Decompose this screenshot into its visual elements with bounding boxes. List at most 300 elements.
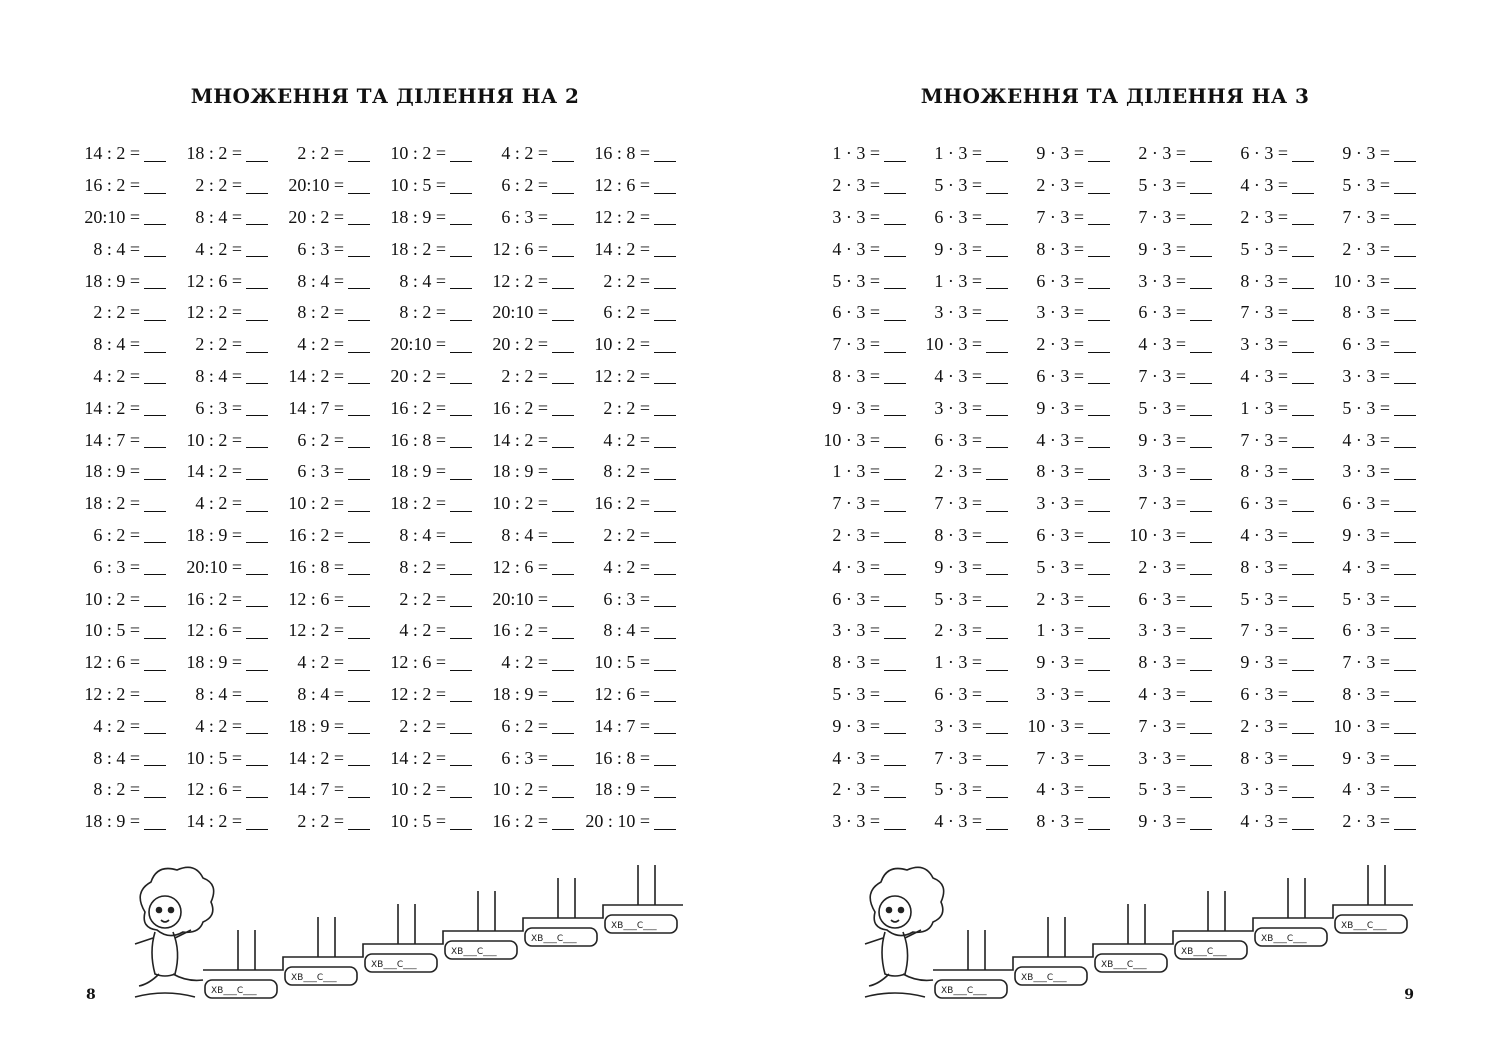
answer-blank[interactable] [246, 368, 268, 384]
answer-blank[interactable] [552, 718, 574, 734]
answer-blank[interactable] [1190, 591, 1212, 607]
answer-blank[interactable] [552, 305, 574, 321]
exercise-expression: 6 · 3 = [1240, 143, 1288, 164]
answer-blank[interactable] [884, 273, 906, 289]
exercise [1322, 334, 1424, 355]
answer-blank[interactable] [1292, 146, 1314, 162]
answer-blank[interactable] [654, 527, 676, 543]
answer-blank[interactable] [986, 337, 1008, 353]
exercise [914, 430, 1016, 451]
answer-blank[interactable] [348, 305, 370, 321]
answer-blank[interactable] [450, 623, 472, 639]
answer-blank[interactable] [552, 368, 574, 384]
answer-blank[interactable] [654, 655, 676, 671]
answer-blank[interactable] [1088, 655, 1110, 671]
answer-blank[interactable] [144, 591, 166, 607]
answer-blank[interactable] [348, 718, 370, 734]
answer-blank[interactable] [552, 496, 574, 512]
answer-blank[interactable] [552, 750, 574, 766]
answer-blank[interactable] [654, 814, 676, 830]
answer-blank[interactable] [348, 241, 370, 257]
answer-blank[interactable] [348, 368, 370, 384]
exercise [480, 779, 582, 800]
answer-blank[interactable] [986, 146, 1008, 162]
answer-blank[interactable] [552, 432, 574, 448]
answer-blank[interactable] [348, 496, 370, 512]
answer-blank[interactable] [654, 305, 676, 321]
answer-blank[interactable] [246, 337, 268, 353]
answer-blank[interactable] [654, 400, 676, 416]
answer-blank[interactable] [246, 496, 268, 512]
exercise-expression: 6 : 3 = [603, 588, 650, 609]
answer-blank[interactable] [246, 686, 268, 702]
answer-blank[interactable] [986, 400, 1008, 416]
answer-blank[interactable] [1292, 686, 1314, 702]
answer-blank[interactable] [986, 814, 1008, 830]
answer-blank[interactable] [884, 655, 906, 671]
answer-blank[interactable] [1190, 718, 1212, 734]
answer-blank[interactable] [1088, 432, 1110, 448]
answer-blank[interactable] [1088, 178, 1110, 194]
answer-blank[interactable] [1190, 337, 1212, 353]
answer-blank[interactable] [348, 814, 370, 830]
answer-blank[interactable] [246, 718, 268, 734]
exercise-expression: 2 · 3 = [1036, 588, 1084, 609]
answer-blank[interactable] [552, 655, 574, 671]
answer-blank[interactable] [654, 718, 676, 734]
answer-blank[interactable] [1088, 527, 1110, 543]
answer-blank[interactable] [986, 718, 1008, 734]
answer-blank[interactable] [1088, 464, 1110, 480]
answer-blank[interactable] [144, 782, 166, 798]
answer-blank[interactable] [1190, 750, 1212, 766]
answer-blank[interactable] [450, 273, 472, 289]
answer-blank[interactable] [1190, 273, 1212, 289]
answer-blank[interactable] [986, 559, 1008, 575]
answer-blank[interactable] [1190, 496, 1212, 512]
answer-blank[interactable] [246, 273, 268, 289]
answer-blank[interactable] [1292, 496, 1314, 512]
answer-blank[interactable] [348, 400, 370, 416]
answer-blank[interactable] [1088, 591, 1110, 607]
answer-blank[interactable] [1088, 623, 1110, 639]
answer-blank[interactable] [1394, 273, 1416, 289]
answer-blank[interactable] [1292, 305, 1314, 321]
answer-blank[interactable] [1292, 527, 1314, 543]
answer-blank[interactable] [450, 591, 472, 607]
answer-blank[interactable] [1292, 750, 1314, 766]
answer-blank[interactable] [654, 782, 676, 798]
exercise-expression: 18 : 2 = [84, 493, 140, 514]
exercise-expression: 1 · 3 = [934, 143, 982, 164]
answer-blank[interactable] [654, 178, 676, 194]
answer-blank[interactable] [884, 464, 906, 480]
answer-blank[interactable] [1088, 496, 1110, 512]
answer-blank[interactable] [654, 559, 676, 575]
answer-blank[interactable] [552, 146, 574, 162]
answer-blank[interactable] [1190, 178, 1212, 194]
exercise [378, 493, 480, 514]
answer-blank[interactable] [1394, 241, 1416, 257]
answer-blank[interactable] [884, 591, 906, 607]
answer-blank[interactable] [246, 782, 268, 798]
exercise-expression: 7 · 3 = [1138, 365, 1186, 386]
answer-blank[interactable] [348, 686, 370, 702]
answer-blank[interactable] [654, 591, 676, 607]
answer-blank[interactable] [144, 718, 166, 734]
answer-blank[interactable] [144, 209, 166, 225]
answer-blank[interactable] [1394, 686, 1416, 702]
answer-blank[interactable] [1088, 559, 1110, 575]
answer-blank[interactable] [144, 305, 166, 321]
answer-blank[interactable] [1394, 178, 1416, 194]
answer-blank[interactable] [1190, 368, 1212, 384]
answer-blank[interactable] [654, 241, 676, 257]
answer-blank[interactable] [1292, 400, 1314, 416]
answer-blank[interactable] [986, 305, 1008, 321]
answer-blank[interactable] [552, 273, 574, 289]
answer-blank[interactable] [1292, 591, 1314, 607]
answer-blank[interactable] [348, 209, 370, 225]
answer-blank[interactable] [144, 400, 166, 416]
answer-blank[interactable] [450, 305, 472, 321]
answer-blank[interactable] [654, 432, 676, 448]
answer-blank[interactable] [348, 655, 370, 671]
answer-blank[interactable] [246, 241, 268, 257]
exercise-expression: 3 · 3 = [1138, 620, 1186, 641]
answer-blank[interactable] [246, 750, 268, 766]
answer-blank[interactable] [1088, 305, 1110, 321]
answer-blank[interactable] [246, 527, 268, 543]
answer-blank[interactable] [246, 178, 268, 194]
answer-blank[interactable] [1190, 814, 1212, 830]
exercise [914, 143, 1016, 164]
answer-blank[interactable] [986, 368, 1008, 384]
answer-blank[interactable] [552, 591, 574, 607]
answer-blank[interactable] [884, 718, 906, 734]
answer-blank[interactable] [884, 432, 906, 448]
answer-blank[interactable] [144, 623, 166, 639]
exercise-expression: 1 · 3 = [934, 270, 982, 291]
answer-blank[interactable] [144, 337, 166, 353]
answer-blank[interactable] [246, 305, 268, 321]
answer-blank[interactable] [884, 527, 906, 543]
answer-blank[interactable] [348, 464, 370, 480]
exercise [1322, 302, 1424, 323]
answer-blank[interactable] [246, 432, 268, 448]
answer-blank[interactable] [986, 241, 1008, 257]
answer-blank[interactable] [552, 241, 574, 257]
answer-blank[interactable] [1394, 591, 1416, 607]
answer-blank[interactable] [552, 623, 574, 639]
answer-blank[interactable] [1292, 559, 1314, 575]
answer-blank[interactable] [654, 146, 676, 162]
exercise-expression: 4 : 2 = [195, 715, 242, 736]
answer-blank[interactable] [144, 559, 166, 575]
answer-blank[interactable] [348, 273, 370, 289]
answer-blank[interactable] [348, 146, 370, 162]
answer-blank[interactable] [246, 209, 268, 225]
answer-blank[interactable] [986, 655, 1008, 671]
answer-blank[interactable] [1292, 178, 1314, 194]
answer-blank[interactable] [986, 750, 1008, 766]
answer-blank[interactable] [552, 527, 574, 543]
exercise-expression: 2 : 2 = [603, 270, 650, 291]
answer-blank[interactable] [552, 686, 574, 702]
answer-blank[interactable] [986, 591, 1008, 607]
answer-blank[interactable] [450, 464, 472, 480]
answer-blank[interactable] [144, 686, 166, 702]
answer-blank[interactable] [450, 496, 472, 512]
answer-blank[interactable] [246, 655, 268, 671]
answer-blank[interactable] [1394, 750, 1416, 766]
answer-blank[interactable] [1190, 241, 1212, 257]
answer-blank[interactable] [450, 559, 472, 575]
answer-blank[interactable] [450, 337, 472, 353]
answer-blank[interactable] [246, 400, 268, 416]
exercise-expression: 4 · 3 = [1138, 334, 1186, 355]
answer-blank[interactable] [1394, 209, 1416, 225]
answer-blank[interactable] [552, 464, 574, 480]
answer-blank[interactable] [1088, 686, 1110, 702]
answer-blank[interactable] [654, 464, 676, 480]
answer-blank[interactable] [1088, 782, 1110, 798]
answer-blank[interactable] [1292, 209, 1314, 225]
answer-blank[interactable] [450, 178, 472, 194]
answer-blank[interactable] [450, 686, 472, 702]
answer-blank[interactable] [884, 559, 906, 575]
answer-blank[interactable] [884, 368, 906, 384]
answer-blank[interactable] [450, 718, 472, 734]
answer-blank[interactable] [1394, 146, 1416, 162]
answer-blank[interactable] [654, 368, 676, 384]
answer-blank[interactable] [348, 623, 370, 639]
exercise-expression: 18 : 2 = [390, 493, 446, 514]
staircase [933, 865, 1413, 998]
answer-blank[interactable] [1394, 432, 1416, 448]
answer-blank[interactable] [654, 623, 676, 639]
exercise-expression: 9 · 3 = [1036, 397, 1084, 418]
answer-blank[interactable] [1088, 718, 1110, 734]
answer-blank[interactable] [1088, 814, 1110, 830]
answer-blank[interactable] [450, 655, 472, 671]
answer-blank[interactable] [1190, 146, 1212, 162]
answer-blank[interactable] [1394, 623, 1416, 639]
answer-blank[interactable] [246, 814, 268, 830]
answer-blank[interactable] [246, 623, 268, 639]
answer-blank[interactable] [884, 814, 906, 830]
answer-blank[interactable] [1292, 718, 1314, 734]
answer-blank[interactable] [884, 623, 906, 639]
answer-blank[interactable] [144, 146, 166, 162]
answer-blank[interactable] [1394, 559, 1416, 575]
answer-blank[interactable] [450, 146, 472, 162]
answer-blank[interactable] [144, 655, 166, 671]
answer-blank[interactable] [1292, 241, 1314, 257]
answer-blank[interactable] [986, 686, 1008, 702]
exercise-expression: 8 : 4 = [297, 683, 344, 704]
answer-blank[interactable] [1394, 464, 1416, 480]
answer-blank[interactable] [884, 178, 906, 194]
answer-blank[interactable] [246, 146, 268, 162]
answer-blank[interactable] [246, 464, 268, 480]
exercise [378, 239, 480, 260]
answer-blank[interactable] [1190, 400, 1212, 416]
answer-blank[interactable] [348, 527, 370, 543]
answer-blank[interactable] [654, 496, 676, 512]
answer-blank[interactable] [552, 209, 574, 225]
answer-blank[interactable] [144, 432, 166, 448]
answer-blank[interactable] [884, 782, 906, 798]
answer-blank[interactable] [1190, 686, 1212, 702]
answer-blank[interactable] [1088, 241, 1110, 257]
time-box-label: ХВ___С___ [291, 973, 337, 983]
answer-blank[interactable] [1088, 750, 1110, 766]
answer-blank[interactable] [552, 337, 574, 353]
answer-blank[interactable] [1292, 655, 1314, 671]
answer-blank[interactable] [1394, 337, 1416, 353]
answer-blank[interactable] [1088, 368, 1110, 384]
answer-blank[interactable] [654, 273, 676, 289]
answer-blank[interactable] [1190, 655, 1212, 671]
exercise-expression: 8 · 3 = [1138, 652, 1186, 673]
exercise-expression: 4 · 3 = [934, 811, 982, 832]
answer-blank[interactable] [1292, 337, 1314, 353]
answer-blank[interactable] [450, 814, 472, 830]
answer-blank[interactable] [144, 750, 166, 766]
answer-blank[interactable] [348, 782, 370, 798]
answer-blank[interactable] [986, 623, 1008, 639]
answer-blank[interactable] [1292, 814, 1314, 830]
answer-blank[interactable] [986, 178, 1008, 194]
answer-blank[interactable] [450, 368, 472, 384]
exercise [914, 748, 1016, 769]
answer-blank[interactable] [1292, 464, 1314, 480]
answer-blank[interactable] [144, 273, 166, 289]
answer-blank[interactable] [884, 496, 906, 512]
answer-blank[interactable] [986, 432, 1008, 448]
answer-blank[interactable] [1394, 305, 1416, 321]
answer-blank[interactable] [450, 527, 472, 543]
exercise-expression: 20 : 2 = [288, 206, 344, 227]
answer-blank[interactable] [144, 368, 166, 384]
answer-blank[interactable] [450, 750, 472, 766]
answer-blank[interactable] [884, 305, 906, 321]
answer-blank[interactable] [1190, 209, 1212, 225]
answer-blank[interactable] [246, 559, 268, 575]
answer-blank[interactable] [1292, 623, 1314, 639]
answer-blank[interactable] [450, 400, 472, 416]
answer-blank[interactable] [1088, 209, 1110, 225]
answer-blank[interactable] [1190, 623, 1212, 639]
answer-blank[interactable] [1088, 273, 1110, 289]
answer-blank[interactable] [884, 209, 906, 225]
answer-blank[interactable] [348, 591, 370, 607]
answer-blank[interactable] [1394, 496, 1416, 512]
answer-blank[interactable] [1292, 432, 1314, 448]
answer-blank[interactable] [1088, 146, 1110, 162]
answer-blank[interactable] [144, 527, 166, 543]
answer-blank[interactable] [1190, 782, 1212, 798]
answer-blank[interactable] [144, 814, 166, 830]
answer-blank[interactable] [450, 209, 472, 225]
answer-blank[interactable] [1394, 814, 1416, 830]
answer-blank[interactable] [450, 241, 472, 257]
answer-blank[interactable] [1394, 718, 1416, 734]
answer-blank[interactable] [986, 464, 1008, 480]
answer-blank[interactable] [1190, 559, 1212, 575]
answer-blank[interactable] [348, 432, 370, 448]
answer-blank[interactable] [348, 178, 370, 194]
answer-blank[interactable] [654, 209, 676, 225]
exercise-expression: 16 : 2 = [594, 493, 650, 514]
answer-blank[interactable] [986, 209, 1008, 225]
answer-blank[interactable] [144, 496, 166, 512]
exercise-expression: 2 · 3 = [1342, 238, 1390, 259]
exercise [72, 684, 174, 705]
answer-blank[interactable] [552, 178, 574, 194]
answer-blank[interactable] [1394, 400, 1416, 416]
answer-blank[interactable] [1394, 782, 1416, 798]
answer-blank[interactable] [552, 559, 574, 575]
exercise [174, 398, 276, 419]
answer-blank[interactable] [552, 400, 574, 416]
answer-blank[interactable] [1088, 400, 1110, 416]
answer-blank[interactable] [1394, 368, 1416, 384]
exercise [1016, 366, 1118, 387]
answer-blank[interactable] [884, 686, 906, 702]
answer-blank[interactable] [144, 464, 166, 480]
answer-blank[interactable] [986, 782, 1008, 798]
answer-blank[interactable] [1190, 432, 1212, 448]
answer-blank[interactable] [348, 559, 370, 575]
exercise [1322, 271, 1424, 292]
answer-blank[interactable] [1394, 655, 1416, 671]
answer-blank[interactable] [552, 814, 574, 830]
answer-blank[interactable] [654, 686, 676, 702]
exercise-expression: 4 : 2 = [195, 238, 242, 259]
answer-blank[interactable] [1190, 527, 1212, 543]
answer-blank[interactable] [884, 241, 906, 257]
answer-blank[interactable] [450, 432, 472, 448]
answer-blank[interactable] [884, 750, 906, 766]
answer-blank[interactable] [144, 241, 166, 257]
answer-blank[interactable] [986, 273, 1008, 289]
answer-blank[interactable] [1088, 337, 1110, 353]
answer-blank[interactable] [348, 750, 370, 766]
answer-blank[interactable] [884, 146, 906, 162]
answer-blank[interactable] [1292, 782, 1314, 798]
answer-blank[interactable] [348, 337, 370, 353]
answer-blank[interactable] [1190, 305, 1212, 321]
answer-blank[interactable] [1394, 527, 1416, 543]
answer-blank[interactable] [884, 337, 906, 353]
answer-blank[interactable] [986, 527, 1008, 543]
answer-blank[interactable] [1190, 464, 1212, 480]
answer-blank[interactable] [1292, 273, 1314, 289]
exercise-expression: 14 : 2 = [84, 143, 140, 164]
answer-blank[interactable] [986, 496, 1008, 512]
exercise [914, 652, 1016, 673]
answer-blank[interactable] [552, 782, 574, 798]
answer-blank[interactable] [144, 178, 166, 194]
answer-blank[interactable] [654, 750, 676, 766]
answer-blank[interactable] [1292, 368, 1314, 384]
answer-blank[interactable] [884, 400, 906, 416]
answer-blank[interactable] [654, 337, 676, 353]
answer-blank[interactable] [450, 782, 472, 798]
answer-blank[interactable] [246, 591, 268, 607]
